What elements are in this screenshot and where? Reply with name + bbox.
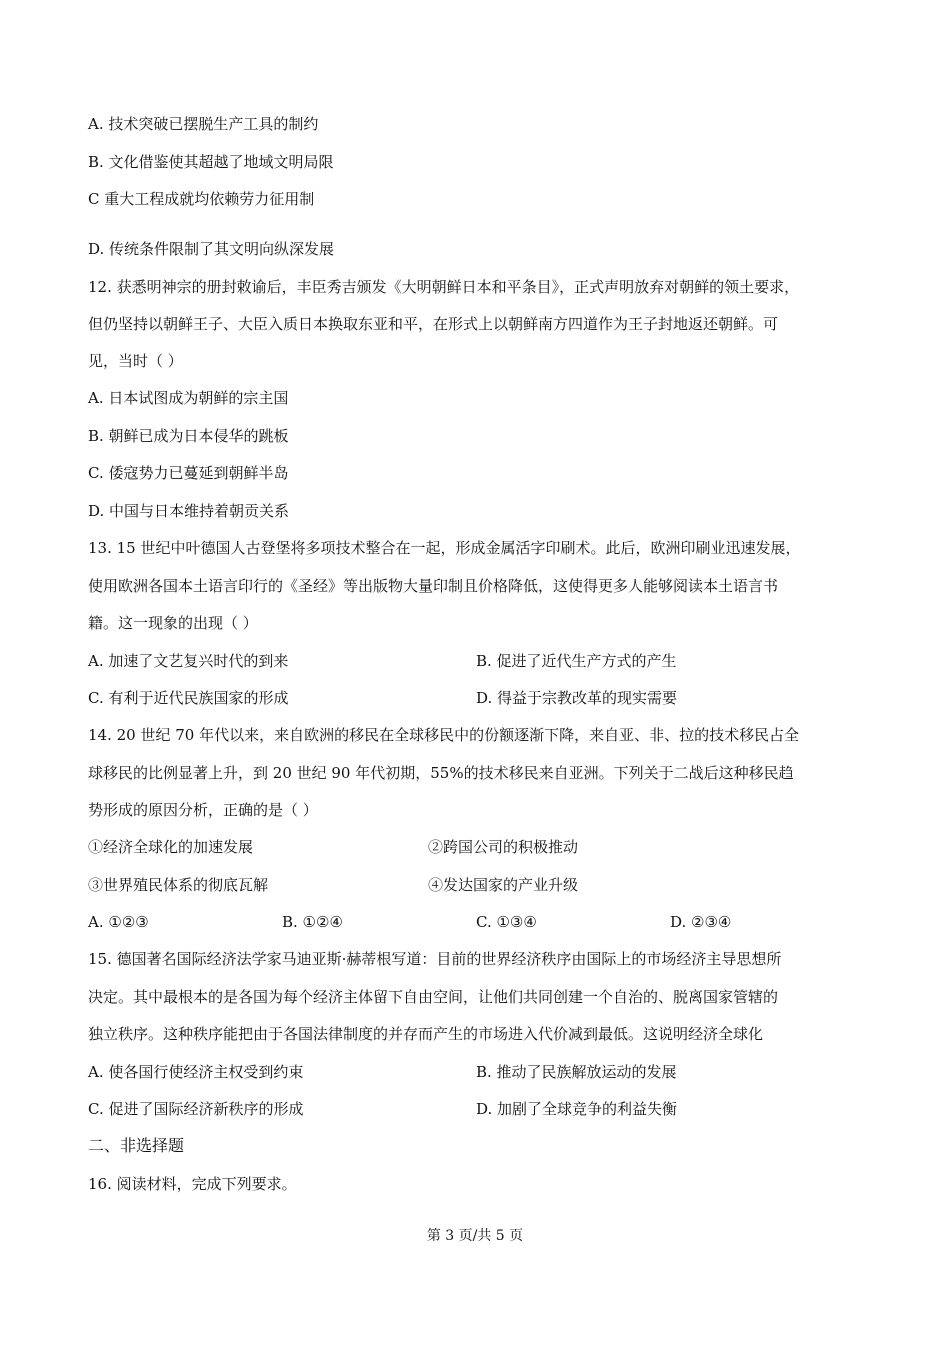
q15-option-d: D. 加剧了全球竞争的利益失衡	[476, 1100, 678, 1118]
q15-option-c: C. 促进了国际经济新秩序的形成	[88, 1100, 304, 1118]
q15-option-b: B. 推动了民族解放运动的发展	[476, 1063, 677, 1081]
q12-option-b: B. 朝鲜已成为日本侵华的跳板	[88, 427, 289, 445]
q11-option-a: A. 技术突破已摆脱生产工具的制约	[88, 115, 319, 133]
q14-stem-line-3: 势形成的原因分析，正确的是（ ）	[88, 801, 318, 819]
q11-option-d: D. 传统条件限制了其文明向纵深发展	[88, 240, 335, 258]
q11-option-b: B. 文化借鉴使其超越了地域文明局限	[88, 153, 334, 171]
section-heading: 二、非选择题	[88, 1136, 185, 1155]
q14-item-4: ④发达国家的产业升级	[428, 876, 579, 894]
q14-item-1: ①经济全球化的加速发展	[88, 838, 254, 856]
q13-stem-line-1: 13. 15 世纪中叶德国人古登堡将多项技术整合在一起，形成金属活字印刷术。此后，欧洲印刷业迅速发展，	[88, 539, 801, 557]
q14-option-c: C. ①③④	[476, 913, 537, 931]
q12-stem-line-2: 但仍坚持以朝鲜王子、大臣入质日本换取东亚和平，在形式上以朝鲜南方四道作为王子封地返还朝鲜。可	[88, 315, 779, 333]
q12-option-c: C. 倭寇势力已蔓延到朝鲜半岛	[88, 464, 289, 482]
q12-stem-line-1: 12. 获悉明神宗的册封敕谕后，丰臣秀吉颁发《大明朝鲜日本和平条目》，正式声明放弃对朝鲜的领土要求，	[88, 278, 800, 296]
q12-option-a: A. 日本试图成为朝鲜的宗主国	[88, 389, 289, 407]
page-number: 第 3 页/共 5 页	[426, 1228, 524, 1244]
q14-item-2: ②跨国公司的积极推动	[428, 838, 579, 856]
q16-stem: 16. 阅读材料，完成下列要求。	[88, 1175, 297, 1193]
q14-option-b: B. ①②④	[282, 913, 343, 931]
q13-option-a: A. 加速了文艺复兴时代的到来	[88, 652, 289, 670]
q13-stem-line-3: 籍。这一现象的出现（ ）	[88, 614, 258, 632]
q15-stem-line-3: 独立秩序。这种秩序能把由于各国法律制度的并存而产生的市场进入代价减到最低。这说明经济全球化	[88, 1025, 764, 1043]
q11-option-c: C 重大工程成就均依赖劳力征用制	[88, 190, 315, 208]
q14-option-a: A. ①②③	[88, 913, 149, 931]
q13-stem-line-2: 使用欧洲各国本土语言印行的《圣经》等出版物大量印制且价格降低，这使得更多人能够阅读本土语言书	[88, 577, 779, 595]
q14-option-d: D. ②③④	[670, 913, 732, 931]
q12-option-d: D. 中国与日本维持着朝贡关系	[88, 502, 290, 520]
q15-stem-line-2: 决定。其中最根本的是各国为每个经济主体留下自由空间，让他们共同创建一个自治的、脱离国家管辖的	[88, 988, 779, 1006]
q13-option-b: B. 促进了近代生产方式的产生	[476, 652, 677, 670]
q13-option-c: C. 有利于近代民族国家的形成	[88, 689, 289, 707]
q12-stem-line-3: 见，当时（ ）	[88, 352, 183, 370]
q14-stem-line-1: 14. 20 世纪 70 年代以来，来自欧洲的移民在全球移民中的份额逐渐下降，来自亚、非、拉的技术移民占全	[88, 726, 800, 744]
q14-stem-line-2: 球移民的比例显著上升，到 20 世纪 90 年代初期，55%的技术移民来自亚洲。下列关于二战后这种移民趋	[88, 764, 794, 782]
q14-item-3: ③世界殖民体系的彻底瓦解	[88, 876, 269, 894]
q15-stem-line-1: 15. 德国著名国际经济法学家马迪亚斯·赫蒂根写道：目前的世界经济秩序由国际上的市场经济主导思想所	[88, 950, 782, 968]
q13-option-d: D. 得益于宗教改革的现实需要	[476, 689, 678, 707]
q15-option-a: A. 使各国行使经济主权受到约束	[88, 1063, 304, 1081]
